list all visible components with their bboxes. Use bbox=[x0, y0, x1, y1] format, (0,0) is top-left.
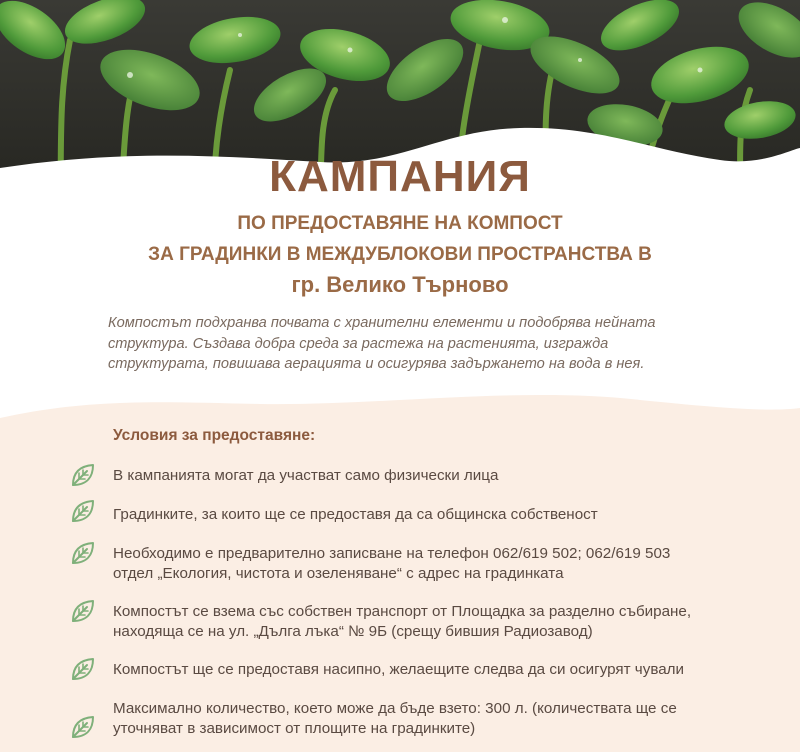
condition-item bbox=[113, 602, 753, 642]
subtitle-city: гр. Велико Търново bbox=[291, 272, 509, 297]
leaf-icon bbox=[69, 461, 97, 489]
condition-line: Компостът ще се предоставя насипно, желаещите следва да си осигурят чували bbox=[113, 661, 685, 678]
condition-line: Необходимо е предварително записване на телефон 062/619 502; 062/619 503 bbox=[113, 545, 671, 562]
condition-line: Градинките, за които ще се предоставя да са общинска собственост bbox=[113, 506, 598, 523]
condition-item bbox=[113, 466, 753, 486]
leaf-icon bbox=[69, 655, 97, 683]
condition-line: уточняват в зависимост от площите на градинките) bbox=[113, 720, 476, 737]
leaf-icon bbox=[69, 539, 97, 567]
condition-line: отдел „Екология, чистота и озеленяване“ с адрес на градинката bbox=[113, 565, 564, 582]
intro-line: Компостът подхранва почвата с хранителни елементи и подобрява нейната bbox=[108, 315, 656, 331]
intro-line: структурата, повишава аерацията и осигурява задържането на вода в нея. bbox=[108, 356, 645, 372]
condition-item bbox=[113, 699, 753, 739]
condition-item bbox=[113, 505, 753, 525]
condition-line: находяща се на ул. „Дълга лъка“ № 9Б (срещу бившия Радиозавод) bbox=[113, 623, 593, 640]
subtitle-line-1: ПО ПРЕДОСТАВЯНЕ НА КОМПОСТ bbox=[237, 213, 563, 234]
condition-item bbox=[113, 660, 753, 680]
intro-paragraph bbox=[108, 313, 708, 375]
leaf-icon bbox=[69, 497, 97, 525]
subtitle-line-2: ЗА ГРАДИНКИ В МЕЖДУБЛОКОВИ ПРОСТРАНСТВА В bbox=[148, 244, 652, 265]
condition-line: В кампанията могат да участват само физически лица bbox=[113, 467, 499, 484]
campaign-title: КАМПАНИЯ bbox=[269, 152, 531, 201]
condition-line: Компостът се взема със собствен транспорт от Площадка за разделно събиране, bbox=[113, 603, 692, 620]
leaf-icon bbox=[69, 597, 97, 625]
leaf-icon bbox=[69, 713, 97, 741]
condition-item bbox=[113, 544, 753, 584]
conditions-title: Условия за предоставяне: bbox=[113, 427, 316, 444]
condition-line: Максимално количество, което може да бъде взето: 300 л. (количествата ще се bbox=[113, 700, 677, 717]
intro-line: структура. Създава добра среда за растежа на растенията, изгражда bbox=[108, 335, 609, 352]
